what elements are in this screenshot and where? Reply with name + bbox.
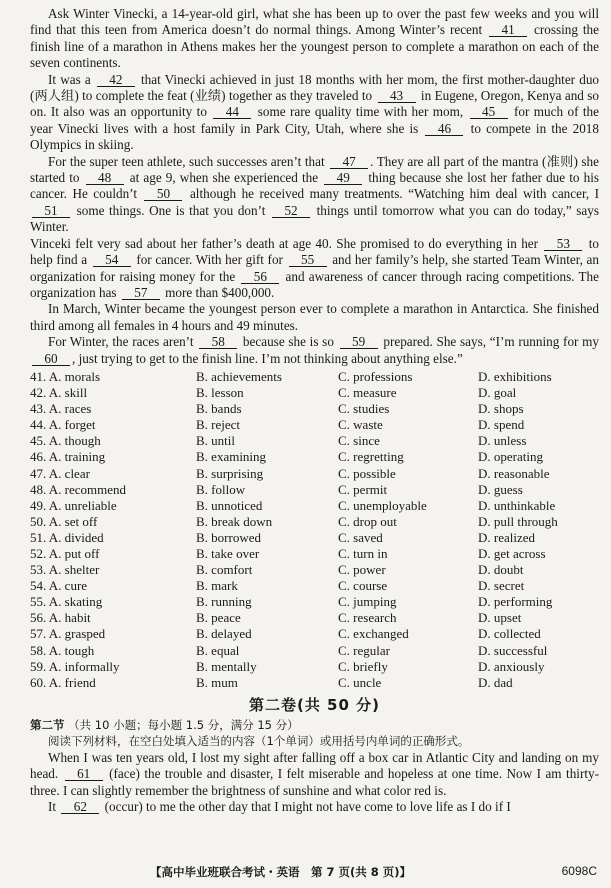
passage-text: for much of the year Vinecki lives with a host family in Park City, Utah, where she is <box>30 104 599 136</box>
option-choice: 55. A. skating <box>30 594 103 610</box>
passage-text: (face) the trouble and disaster, I felt miserable and hopeless at one time. Now I am thirty-three. I can slightly remember the brightness of sunshine and what color red is. <box>30 766 600 798</box>
option-choice: 43. A. races <box>30 401 92 417</box>
passage-text: For Winter, the races aren’t <box>48 334 198 350</box>
option-choice: 50. A. set off <box>30 513 98 529</box>
options-list <box>30 369 599 691</box>
blank-42: 42 <box>97 73 135 87</box>
option-choice: C. saved <box>338 529 383 545</box>
option-choice: D. secret <box>478 578 525 594</box>
blank-45: 45 <box>470 105 508 119</box>
option-choice: C. unemployable <box>338 497 427 513</box>
option-choice: D. exhibitions <box>478 368 552 384</box>
passage-text: to compete in the 2018 Olympics in skiing. <box>30 120 599 153</box>
passage-text: Ask Winter Vinecki, a 14-year-old girl, what she has been up to over the past few weeks and you will find that this teen from America doesn’t do normal things. Among Winter’s recent <box>30 6 599 38</box>
option-row <box>30 659 599 675</box>
option-choice: 56. A. habit <box>30 610 91 626</box>
passage-text: Vinceki felt very sad about her father’s death at age 40. She promised to do everything in her <box>30 235 543 251</box>
option-choice: C. uncle <box>338 674 382 690</box>
option-choice: B. lesson <box>196 385 244 401</box>
paragraph <box>30 334 599 367</box>
paragraph <box>30 799 599 815</box>
option-choice: C. waste <box>338 417 383 433</box>
passage-text: that Vinecki achieved in just 18 months with her mom, the first mother-daughter duo (两人组) to complete the feat (业绩) together as they traveled to <box>30 71 600 104</box>
paragraph <box>30 750 599 799</box>
passage-text: For the super teen athlete, such successes aren’t that <box>48 153 329 169</box>
passage-text: When I was ten years old, I lost my sight after falling off a box car in Atlantic City and landing on my head. <box>30 749 599 782</box>
passage-text: In March, Winter became the youngest person ever to complete a marathon in Antarctica. She finished third among all females in 4 hours and 49 minutes. <box>30 301 599 333</box>
option-choice: C. regretting <box>338 449 404 465</box>
blank-54: 54 <box>93 253 131 267</box>
passage-text: , just trying to get to the finish line. I’m not thinking about anything else.” <box>72 350 463 366</box>
option-choice: B. reject <box>196 417 241 433</box>
option-choice: D. upset <box>478 610 522 626</box>
option-choice: D. guess <box>478 481 523 497</box>
option-choice: C. permit <box>338 481 388 497</box>
option-choice: C. exchanged <box>338 626 409 642</box>
blank-47: 47 <box>330 155 368 169</box>
passage-text: some rare quality time with her mom, <box>253 104 468 120</box>
option-choice: C. professions <box>338 368 413 384</box>
option-choice: B. unnoticed <box>196 497 263 513</box>
option-choice: 53. A. shelter <box>30 562 100 578</box>
option-choice: D. collected <box>478 626 541 642</box>
option-row <box>30 466 599 482</box>
blank-52: 52 <box>272 204 310 218</box>
passage-text: and her family’s help, she started Team Winter, an organization for raising money for the <box>30 252 599 284</box>
option-row <box>30 385 599 401</box>
option-row <box>30 482 599 498</box>
blank-58: 58 <box>199 335 237 349</box>
option-choice: B. mark <box>196 578 238 594</box>
option-row <box>30 626 599 642</box>
option-choice: 52. A. put off <box>30 545 100 561</box>
passage-text: some things. One is that you don’t <box>72 202 271 218</box>
option-choice: C. regular <box>338 642 390 658</box>
option-row <box>30 369 599 385</box>
section2-info: （共 10 小题；每小题 1.5 分，满分 15 分） <box>68 717 299 732</box>
option-choice: 46. A. training <box>30 449 106 465</box>
option-choice: C. measure <box>338 385 397 401</box>
option-choice: D. doubt <box>478 562 524 578</box>
option-choice: B. take over <box>196 545 260 561</box>
option-choice: B. examining <box>196 449 267 465</box>
option-choice: B. achievements <box>196 368 282 384</box>
passage-text: prepared. She says, “I’m running for my <box>379 334 600 350</box>
option-choice: 51. A. divided <box>30 529 104 545</box>
option-choice: D. successful <box>478 642 548 658</box>
option-choice: 47. A. clear <box>30 465 90 481</box>
option-choice: D. dad <box>478 674 513 690</box>
blank-62: 62 <box>61 800 99 814</box>
option-choice: 42. A. skill <box>30 385 88 401</box>
option-row <box>30 498 599 514</box>
option-choice: C. since <box>338 433 380 449</box>
option-choice: 57. A. grasped <box>30 626 106 642</box>
option-row <box>30 449 599 465</box>
option-row <box>30 562 599 578</box>
paragraph <box>30 236 599 302</box>
section2-header <box>30 717 599 733</box>
footer-title: 【高中毕业班联合考试・英语 第 7 页(共 8 页)】 <box>150 865 412 879</box>
blank-41: 41 <box>489 23 527 37</box>
option-choice: D. performing <box>478 594 553 610</box>
option-choice: C. drop out <box>338 513 397 529</box>
option-choice: B. surprising <box>196 465 264 481</box>
passage-text: because she is so <box>239 334 338 350</box>
option-row <box>30 643 599 659</box>
passage-text: things until tomorrow what you can do today,” says Winter. <box>30 202 599 235</box>
option-choice: D. realized <box>478 529 536 545</box>
option-choice: B. until <box>196 433 236 449</box>
option-choice: C. possible <box>338 465 396 481</box>
option-choice: B. delayed <box>196 626 252 642</box>
option-row <box>30 675 599 691</box>
passage-text: to help find a <box>30 235 599 268</box>
option-row <box>30 578 599 594</box>
option-choice: D. unless <box>478 433 527 449</box>
option-choice: D. spend <box>478 417 525 433</box>
option-row <box>30 401 599 417</box>
option-choice: C. power <box>338 562 386 578</box>
option-choice: D. unthinkable <box>478 497 556 513</box>
option-row <box>30 514 599 530</box>
option-choice: D. shops <box>478 401 524 417</box>
blank-57: 57 <box>122 286 160 300</box>
passage-text: It <box>48 799 60 815</box>
option-choice: C. studies <box>338 401 390 417</box>
blank-53: 53 <box>544 237 582 251</box>
option-row <box>30 417 599 433</box>
option-choice: B. break down <box>196 513 273 529</box>
passage-text: It was a <box>48 71 95 87</box>
cloze-passage <box>30 6 599 367</box>
option-choice: 54. A. cure <box>30 578 88 594</box>
passage-text: at age 9, when she experienced the <box>125 170 323 186</box>
option-choice: C. course <box>338 578 388 594</box>
blank-50: 50 <box>144 187 182 201</box>
footer-code: 6098C <box>561 864 597 878</box>
option-choice: 59. A. informally <box>30 658 120 674</box>
paragraph <box>30 154 599 236</box>
option-choice: C. turn in <box>338 545 388 561</box>
option-row <box>30 610 599 626</box>
option-choice: C. jumping <box>338 594 397 610</box>
option-choice: B. follow <box>196 481 246 497</box>
passage-text: although he received many treatments. “Watching him deal with cancer, I <box>184 186 599 202</box>
option-choice: B. equal <box>196 642 240 658</box>
blank-59: 59 <box>340 335 378 349</box>
passage-text: . They are all part of the mantra (准则) she started to <box>30 153 599 186</box>
option-choice: C. research <box>338 610 397 626</box>
option-choice: C. briefly <box>338 658 388 674</box>
option-choice: D. goal <box>478 385 517 401</box>
option-choice: D. operating <box>478 449 543 465</box>
passage-text: more than $400,000. <box>161 284 275 300</box>
passage-text: thing because she lost her father due to his cancer. He couldn’t <box>30 170 599 202</box>
option-choice: 49. A. unreliable <box>30 497 117 513</box>
paragraph <box>30 301 599 334</box>
option-row <box>30 546 599 562</box>
option-choice: 44. A. forget <box>30 417 96 433</box>
option-choice: 45. A. though <box>30 433 101 449</box>
option-choice: 48. A. recommend <box>30 481 127 497</box>
paragraph <box>30 6 599 72</box>
option-row <box>30 433 599 449</box>
option-choice: B. mum <box>196 674 238 690</box>
option-choice: B. peace <box>196 610 241 626</box>
blank-60: 60 <box>32 352 70 366</box>
option-choice: 58. A. tough <box>30 642 95 658</box>
blank-55: 55 <box>289 253 327 267</box>
passage-text: (occur) to me the other day that I might not have come to love life as I do if I <box>101 799 511 815</box>
section2-instruction: 阅读下列材料，在空白处填入适当的内容（1个单词）或用括号内单词的正确形式。 <box>48 733 470 748</box>
blank-56: 56 <box>241 270 279 284</box>
blank-43: 43 <box>378 89 416 103</box>
option-choice: B. comfort <box>196 562 253 578</box>
blank-48: 48 <box>86 171 124 185</box>
paragraph <box>30 72 599 154</box>
option-choice: B. running <box>196 594 252 610</box>
option-choice: D. pull through <box>478 513 558 529</box>
option-choice: D. anxiously <box>478 658 545 674</box>
option-choice: B. borrowed <box>196 529 261 545</box>
blank-44: 44 <box>213 105 251 119</box>
passage-text: and awareness of cancer through racing competitions. The organization has <box>30 268 599 300</box>
grammar-passage <box>30 750 599 816</box>
option-choice: 41. A. morals <box>30 368 101 384</box>
section2-label: 第二节 <box>30 717 65 732</box>
passage-text: for cancer. With her gift for <box>132 252 287 268</box>
blank-51: 51 <box>32 204 70 218</box>
blank-61: 61 <box>65 767 103 781</box>
option-choice: B. mentally <box>196 658 257 674</box>
passage-text: crossing the finish line of a marathon in Athens makes her the youngest person to complete a marathon on each of the seven continents. <box>30 22 599 71</box>
page-footer <box>0 864 611 882</box>
passage-text: in Eugene, Oregon, Kenya and so on. It also was an opportunity to <box>30 88 599 120</box>
part2-title: 第二卷(共 50 分) <box>248 695 381 714</box>
option-choice: 60. A. friend <box>30 674 96 690</box>
option-choice: D. reasonable <box>478 465 550 481</box>
option-row <box>30 594 599 610</box>
option-choice: D. get across <box>478 545 546 561</box>
option-choice: B. bands <box>196 401 242 417</box>
blank-49: 49 <box>324 171 362 185</box>
blank-46: 46 <box>425 122 463 136</box>
option-row <box>30 530 599 546</box>
